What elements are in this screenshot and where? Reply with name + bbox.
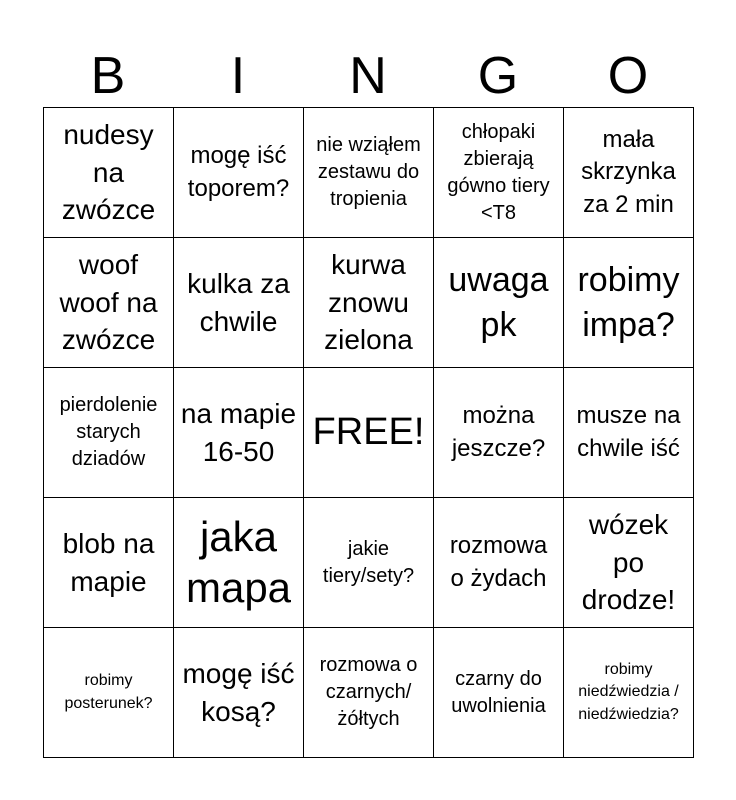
bingo-cell[interactable]	[564, 108, 694, 238]
bingo-cell[interactable]	[174, 628, 304, 758]
cell-text: woof woof na zwózce	[59, 248, 158, 356]
bingo-cell[interactable]	[434, 238, 564, 368]
cell-text: robimy impa?	[577, 261, 680, 344]
cell-text: czarny do uwolnienia	[451, 667, 546, 717]
cell-text: na mapie 16-50	[180, 397, 297, 467]
cell-text: kurwa znowu zielona	[324, 248, 413, 356]
bingo-cell[interactable]	[44, 498, 174, 628]
header-letter-b: B	[90, 47, 126, 105]
bingo-cell[interactable]	[174, 368, 304, 498]
cell-text: FREE!	[312, 410, 425, 453]
cell-text: blob na mapie	[62, 527, 155, 597]
cell-text: rozmowa o czarnych/ żółtych	[319, 654, 418, 730]
cell-text: musze na chwile iść	[576, 402, 681, 462]
bingo-cell[interactable]	[44, 108, 174, 238]
bingo-cell[interactable]	[434, 368, 564, 498]
bingo-cell[interactable]	[564, 368, 694, 498]
cell-text: nie wziąłem zestawu do tropienia	[316, 134, 421, 210]
bingo-cell[interactable]	[434, 628, 564, 758]
cell-text: uwaga pk	[448, 261, 549, 344]
bingo-header	[43, 44, 693, 108]
bingo-cell[interactable]	[44, 368, 174, 498]
bingo-grid	[43, 107, 694, 758]
bingo-cell[interactable]	[304, 238, 434, 368]
cell-text: mogę iść kosą?	[182, 657, 295, 727]
bingo-cell-free[interactable]	[304, 368, 434, 498]
bingo-cell[interactable]	[564, 628, 694, 758]
bingo-cell[interactable]	[44, 238, 174, 368]
bingo-cell[interactable]	[174, 108, 304, 238]
cell-text: pierdolenie starych dziadów	[59, 394, 158, 470]
bingo-cell[interactable]	[174, 238, 304, 368]
bingo-cell[interactable]	[304, 628, 434, 758]
cell-text: robimy posterunek?	[64, 672, 153, 712]
bingo-cell[interactable]	[174, 498, 304, 628]
cell-text: nudesy na zwózce	[61, 118, 156, 226]
bingo-cell[interactable]	[434, 498, 564, 628]
bingo-cell[interactable]	[304, 498, 434, 628]
bingo-cell[interactable]	[564, 498, 694, 628]
cell-text: kulka za chwile	[187, 267, 290, 337]
header-letter-i: I	[230, 47, 246, 105]
cell-text: jaka mapa	[185, 513, 292, 611]
cell-text: mogę iść toporem?	[187, 142, 290, 202]
bingo-cell[interactable]	[304, 108, 434, 238]
bingo-cell[interactable]	[564, 238, 694, 368]
cell-text: chłopaki zbierają gówno tiery <T8	[447, 120, 550, 224]
cell-text: mała skrzynka za 2 min	[581, 125, 676, 218]
bingo-cell[interactable]	[434, 108, 564, 238]
cell-text: robimy niedźwiedzia / niedźwiedzia?	[578, 660, 679, 723]
cell-text: jakie tiery/sety?	[322, 537, 415, 587]
bingo-cell[interactable]	[44, 628, 174, 758]
header-letter-o: O	[607, 47, 649, 105]
header-letter-g: G	[477, 47, 519, 105]
header-letter-n: N	[349, 47, 387, 105]
cell-text: rozmowa o żydach	[449, 532, 548, 592]
cell-text: można jeszcze?	[451, 402, 546, 462]
cell-text: wózek po drodze!	[581, 508, 676, 616]
